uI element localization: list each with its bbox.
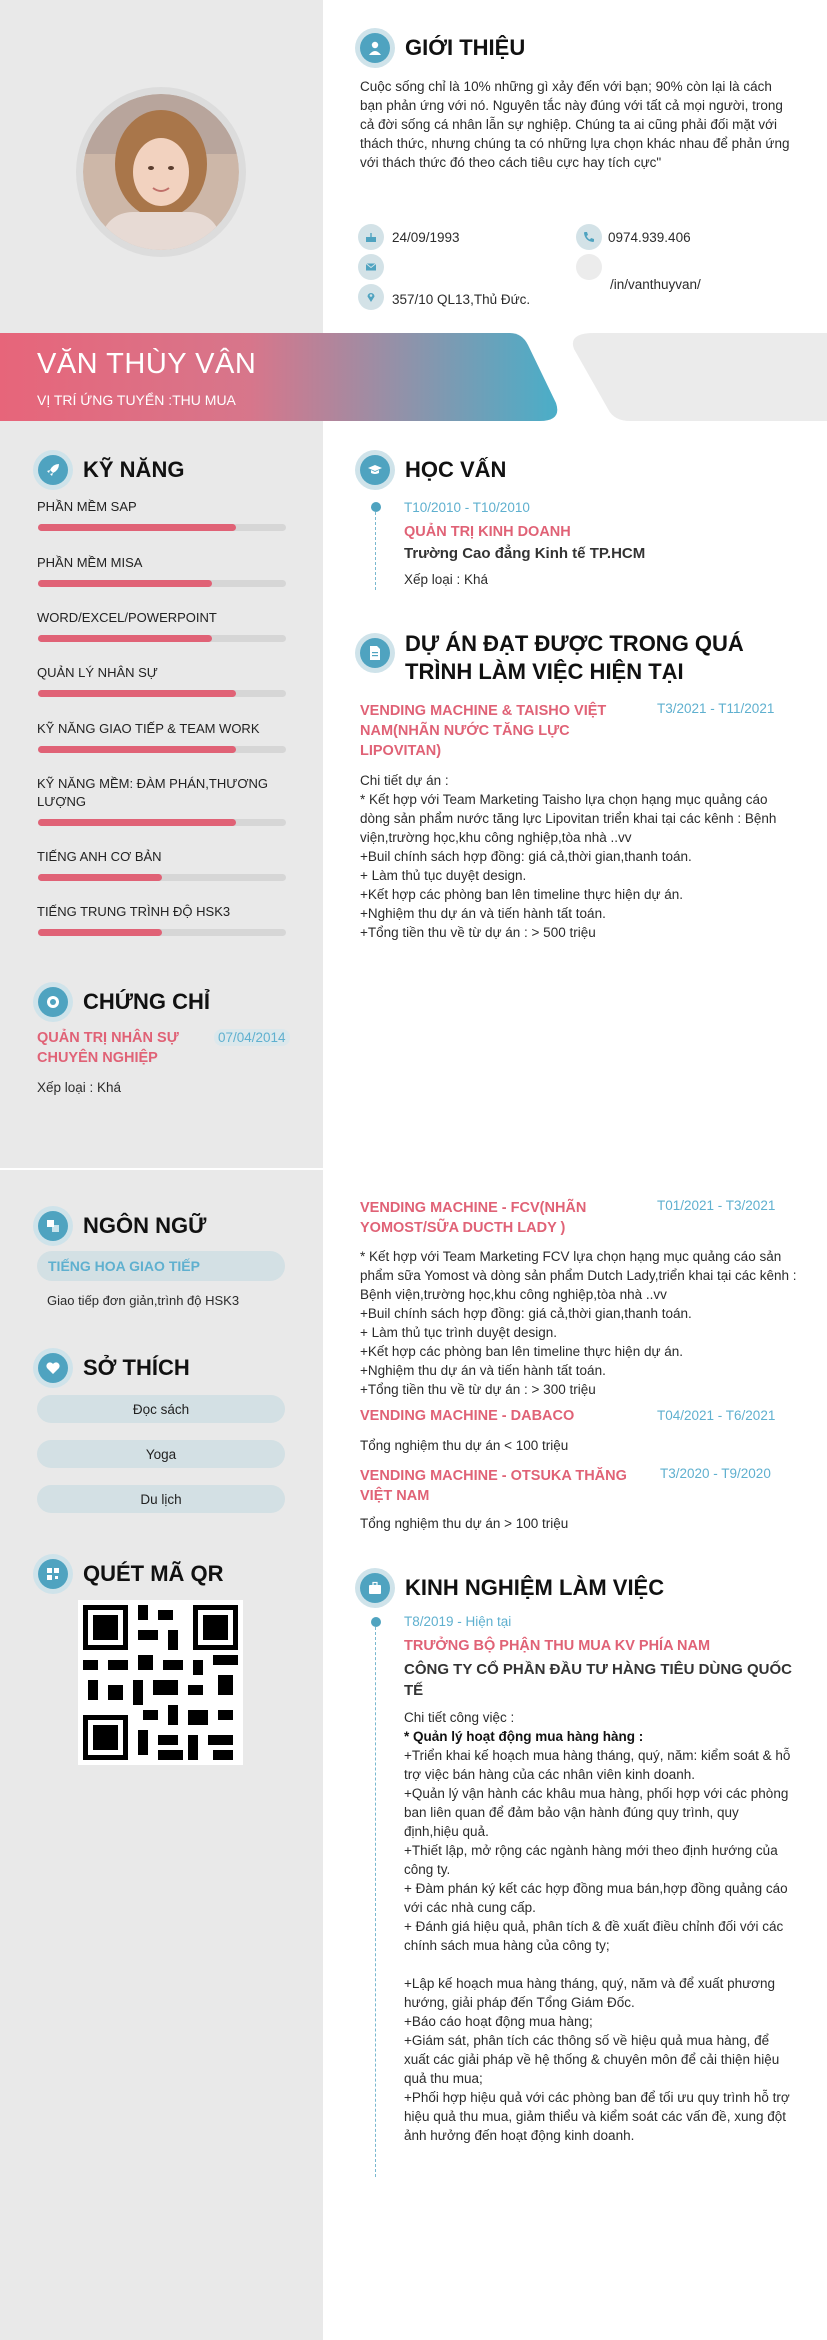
detail-line: +Quản lý vận hành các khâu mua hàng, phối hợp với các phòng ban liên quan để đảm bảo vận hành đúng quy trình, quy định,hiệu quả. xyxy=(404,1786,789,1839)
qr-heading: QUÉT MÃ QR xyxy=(33,1554,224,1594)
experience-heading-text: * Quản lý hoạt động mua hàng hàng : xyxy=(404,1729,644,1744)
skill-label: WORD/EXCEL/POWERPOINT xyxy=(37,610,217,625)
birthday: 24/09/1993 xyxy=(392,230,460,245)
skill-bar xyxy=(38,690,286,697)
detail-line: +Phối hợp hiệu quả với các phòng ban để tối ưu quy trình hỗ trợ hiệu quả thu mua, giảm thiểu và kiểm soát các vấn đề, xung đột ảnh hưởng đến hoạt động kinh doanh. xyxy=(404,2090,790,2143)
full-name: VĂN THÙY VÂN xyxy=(37,348,257,380)
hobby-item: Đọc sách xyxy=(37,1395,285,1423)
skill-bar xyxy=(38,874,286,881)
link-icon xyxy=(576,254,602,280)
experience-company: CÔNG TY CỔ PHẦN ĐẦU TƯ HÀNG TIÊU DÙNG QUỐC TẾ xyxy=(404,1661,793,1699)
education-heading: HỌC VẤN xyxy=(355,450,506,490)
detail-line: +Giám sát, phân tích các thông số về hiệu quả mua hàng, để xuất các giải pháp về hệ thống & chuyên môn để cải thiện hiệu quả thu mua; xyxy=(404,2033,780,2086)
timeline-dot xyxy=(371,1617,381,1627)
skill-bar-fill xyxy=(38,874,162,881)
certificate-date: 07/04/2014 xyxy=(214,1029,290,1046)
page-divider xyxy=(0,1168,827,1170)
certificate-grade: Xếp loại : Khá xyxy=(37,1080,122,1095)
experience-details xyxy=(404,1746,794,2145)
project-details xyxy=(360,771,800,942)
hobbies-heading: SỞ THÍCH xyxy=(33,1348,190,1388)
certificate-name: QUẢN TRỊ NHÂN SỰ CHUYÊN NGHIỆP xyxy=(37,1030,179,1066)
detail-line: + Đánh giá hiệu quả, phân tích & đề xuất điều chỉnh đối với các chính sách mua hàng của công ty; xyxy=(404,1919,784,1953)
detail-line: +Tổng tiền thu về từ dự án : > 500 triệu xyxy=(360,925,596,940)
detail-line: + Đàm phán ký kết các hợp đồng mua bán,hợp đồng quảng cáo với các nhà cung cấp. xyxy=(404,1881,788,1915)
detail-line: + Làm thủ tục trình duyệt design. xyxy=(360,1325,557,1340)
hobby-item: Yoga xyxy=(37,1440,285,1468)
skill-bar-fill xyxy=(38,746,236,753)
skill-bar xyxy=(38,580,286,587)
detail-line: * Kết hợp với Team Marketing FCV lựa chọn hạng mục quảng cáo sản phẩm sữa Yomost và dòng sản phẩm Dutch Lady,triển khai tại các kênh : Bệnh viện,trường học,khu công nghiệp,tòa nhà ..vv xyxy=(360,1249,797,1302)
project-period: T3/2020 - T9/2020 xyxy=(660,1466,771,1481)
timeline-line xyxy=(375,512,376,590)
languages-heading: NGÔN NGỮ xyxy=(33,1206,206,1246)
detail-line: +Kết hợp các phòng ban lên timeline thực hiện dự án. xyxy=(360,887,684,902)
qr-code[interactable] xyxy=(78,1600,243,1765)
detail-line: * Kết hợp với Team Marketing Taisho lựa chọn hạng mục quảng cáo dòng sản phẩm nước tăng lực Lipovitan triển khai tại các kênh : Bệnh viện,trường học,khu công nghiệp,tòa nhà ..vv xyxy=(360,792,777,845)
skill-bar xyxy=(38,524,286,531)
detail-line: +Buil chính sách hợp đồng: giá cả,thời gian,thanh toán. xyxy=(360,849,692,864)
address: 357/10 QL13,Thủ Đức. xyxy=(392,292,531,307)
location-icon xyxy=(358,284,384,310)
projects-heading: DỰ ÁN ĐẠT ĐƯỢC TRONG QUÁ TRÌNH LÀM VIỆC HIỆN TẠI xyxy=(355,630,805,686)
phone-icon xyxy=(576,224,602,250)
detail-line: + Làm thủ tục duyệt design. xyxy=(360,868,527,883)
skill-label: PHẦN MỀM MISA xyxy=(37,555,143,570)
detail-line: +Nghiệm thu dự án và tiến hành tất toán. xyxy=(360,1363,606,1378)
certificates-heading: CHỨNG CHỈ xyxy=(33,982,210,1022)
skill-label: KỸ NĂNG GIAO TIẾP & TEAM WORK xyxy=(37,721,260,736)
qr-icon xyxy=(38,1559,68,1589)
skill-label: PHẦN MỀM SAP xyxy=(37,499,137,514)
project-period: T01/2021 - T3/2021 xyxy=(657,1198,776,1213)
education-school: Trường Cao đẳng Kinh tế TP.HCM xyxy=(404,545,646,562)
portrait-photo xyxy=(83,94,239,250)
hobby-item: Du lịch xyxy=(37,1485,285,1513)
project-name: VENDING MACHINE - FCV(NHÃN YOMOST/SỮA DUCTH LADY ) xyxy=(360,1200,587,1236)
cake-icon xyxy=(358,224,384,250)
education-major: QUẢN TRỊ KINH DOANH xyxy=(404,524,571,540)
skill-bar xyxy=(38,635,286,642)
skill-bar-fill xyxy=(38,524,236,531)
education-grade: Xếp loại : Khá xyxy=(404,572,489,587)
experience-period: T8/2019 - Hiện tại xyxy=(404,1614,512,1629)
skill-label: QUẢN LÝ NHÂN SỰ xyxy=(37,665,158,680)
banner-shape-right xyxy=(570,333,827,421)
skill-bar-fill xyxy=(38,929,162,936)
skills-heading: KỸ NĂNG xyxy=(33,450,184,490)
user-icon xyxy=(360,33,390,63)
detail-line: +Báo cáo hoạt động mua hàng; xyxy=(404,2014,593,2029)
skill-bar-fill xyxy=(38,580,212,587)
skill-bar xyxy=(38,819,286,826)
skill-bar-fill xyxy=(38,819,236,826)
language-pill xyxy=(37,1251,285,1281)
project-period: T3/2021 - T11/2021 xyxy=(657,701,775,716)
applied-position: VỊ TRÍ ỨNG TUYỂN :THU MUA xyxy=(37,392,236,408)
experience-role: TRƯỞNG BỘ PHẬN THU MUA KV PHÍA NAM xyxy=(404,1638,711,1654)
rocket-icon xyxy=(38,455,68,485)
project-name: VENDING MACHINE & TAISHO VIỆT NAM(NHÃN NƯỚC TĂNG LỰC LIPOVITAN) xyxy=(360,703,607,759)
skill-label: TIẾNG TRUNG TRÌNH ĐỘ HSK3 xyxy=(37,904,231,919)
experience-intro: Chi tiết công việc : xyxy=(404,1710,515,1725)
education-period: T10/2010 - T10/2010 xyxy=(404,500,530,515)
detail-line: +Lập kế hoạch mua hàng tháng, quý, năm và để xuất phương hướng, giải pháp đến Tổng Giám Đốc. xyxy=(404,1976,776,2010)
skill-bar xyxy=(38,746,286,753)
detail-line: Chi tiết dự án : xyxy=(360,773,449,788)
language-name: TIẾNG HOA GIAO TIẾP xyxy=(48,1258,200,1274)
briefcase-icon xyxy=(360,1573,390,1603)
graduation-cap-icon xyxy=(360,455,390,485)
timeline-dot xyxy=(371,502,381,512)
skill-label: TIẾNG ANH CƠ BẢN xyxy=(37,849,162,864)
heart-icon xyxy=(38,1353,68,1383)
detail-line: +Triển khai kế hoạch mua hàng tháng, quý, năm: kiểm soát & hỗ trợ việc bán hàng của các nhân viên kinh doanh. xyxy=(404,1748,791,1782)
timeline-line xyxy=(375,1627,376,2177)
project-name: VENDING MACHINE - DABACO xyxy=(360,1408,575,1424)
detail-line: +Buil chính sách hợp đồng: giá cả,thời gian,thanh toán. xyxy=(360,1306,692,1321)
language-desc: Giao tiếp đơn giản,trình độ HSK3 xyxy=(47,1293,240,1308)
experience-heading: KINH NGHIỆM LÀM VIỆC xyxy=(355,1568,664,1608)
detail-line: +Kết hợp các phòng ban lên timeline thực hiện dự án. xyxy=(360,1344,684,1359)
email-icon xyxy=(358,254,384,280)
skill-bar-fill xyxy=(38,635,212,642)
detail-line: +Tổng tiền thu về từ dự án : > 300 triệu xyxy=(360,1382,596,1397)
project-details xyxy=(360,1247,800,1399)
translate-icon xyxy=(38,1211,68,1241)
project-name: VENDING MACHINE - OTSUKA THĂNG VIỆT NAM xyxy=(360,1468,627,1504)
detail-line: +Thiết lập, mở rộng các ngành hàng mới theo định hướng của công ty. xyxy=(404,1843,778,1877)
intro-heading: GIỚI THIỆU xyxy=(355,28,525,68)
award-icon xyxy=(38,987,68,1017)
intro-text: Cuộc sống chỉ là 10% những gì xảy đến với bạn; 90% còn lại là cách bạn phản ứng với nó. Nguyên tắc này đúng với tất cả mọi người, trong cả đời sống cá nhân lẫn sự nghiệp. Chúng ta ai cũng phải đối mặt với thách thức, nhưng chúng ta có những lựa chọn khác nhau để phản ứng với thách thức đó theo cách tiêu cực hay tích cực" xyxy=(360,79,790,170)
document-icon xyxy=(360,638,390,668)
project-period: T04/2021 - T6/2021 xyxy=(657,1408,776,1423)
project-desc: Tổng nghiệm thu dự án < 100 triệu xyxy=(360,1438,569,1453)
skill-bar xyxy=(38,929,286,936)
skill-bar-fill xyxy=(38,690,236,697)
profile-link[interactable]: /in/vanthuyvan/ xyxy=(610,277,701,292)
detail-line xyxy=(404,1955,794,1974)
project-desc: Tổng nghiệm thu dự án > 100 triệu xyxy=(360,1516,569,1531)
detail-line: +Nghiệm thu dự án và tiến hành tất toán. xyxy=(360,906,606,921)
avatar xyxy=(76,87,246,257)
phone[interactable]: 0974.939.406 xyxy=(608,230,691,245)
skill-label: KỸ NĂNG MỀM: ĐÀM PHÁN,THƯƠNG LƯỢNG xyxy=(37,776,268,809)
